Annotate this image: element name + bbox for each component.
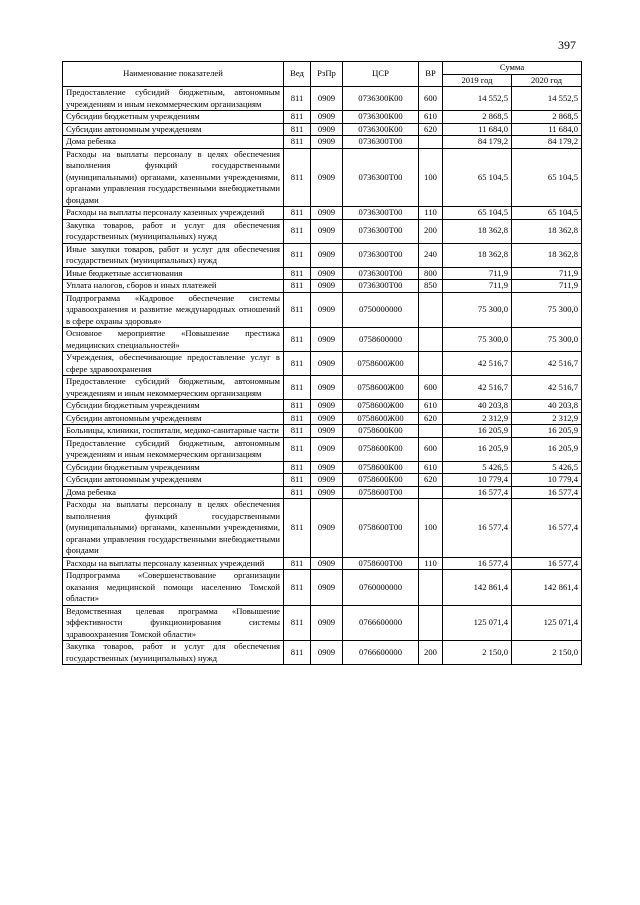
- table-row: [63, 474, 582, 487]
- row-csr-cell: 0736300Т00: [343, 207, 419, 220]
- row-csr-cell: 0736300Т00: [343, 219, 419, 243]
- row-sum-2020-cell: 18 362,8: [512, 219, 582, 243]
- row-sum-2020-cell: 65 104,5: [512, 207, 582, 220]
- row-rzpr-cell: 0909: [311, 412, 343, 425]
- row-rzpr-cell: 0909: [311, 136, 343, 149]
- row-sum-2019-cell: 16 205,9: [443, 425, 512, 438]
- row-ved-cell: 811: [284, 641, 311, 665]
- row-ved-cell: 811: [284, 136, 311, 149]
- row-vr-cell: [419, 605, 443, 641]
- row-sum-2020-cell: 84 179,2: [512, 136, 582, 149]
- table-row: [63, 400, 582, 413]
- table-row: [63, 486, 582, 499]
- row-csr-cell: 0750000000: [343, 292, 419, 328]
- row-name-cell: Расходы на выплаты персоналу в целях обеспечения выполнения функций государственными (муниципальными) органами, казенными учреждениями, органами управления государственными внебюджетными фондами: [63, 499, 284, 558]
- row-sum-2020-cell: 75 300,0: [512, 328, 582, 352]
- row-name-cell: Субсидии автономным учреждениям: [63, 474, 284, 487]
- row-vr-cell: 850: [419, 280, 443, 293]
- table-body: [63, 87, 582, 665]
- row-sum-2020-cell: 16 205,9: [512, 437, 582, 461]
- row-rzpr-cell: 0909: [311, 461, 343, 474]
- row-rzpr-cell: 0909: [311, 243, 343, 267]
- row-ved-cell: 811: [284, 557, 311, 570]
- row-csr-cell: 0736300К00: [343, 87, 419, 111]
- table-row: [63, 280, 582, 293]
- row-sum-2020-cell: 711,9: [512, 280, 582, 293]
- row-rzpr-cell: 0909: [311, 207, 343, 220]
- row-sum-2020-cell: 16 577,4: [512, 499, 582, 558]
- row-csr-cell: 0758600К00: [343, 425, 419, 438]
- table-row: [63, 461, 582, 474]
- row-sum-2020-cell: 11 684,0: [512, 123, 582, 136]
- row-vr-cell: 200: [419, 219, 443, 243]
- row-sum-2020-cell: 16 577,4: [512, 557, 582, 570]
- row-vr-cell: [419, 328, 443, 352]
- row-vr-cell: 600: [419, 376, 443, 400]
- row-sum-2020-cell: 42 516,7: [512, 352, 582, 376]
- table-row: [63, 570, 582, 606]
- row-ved-cell: 811: [284, 412, 311, 425]
- row-name-cell: Закупка товаров, работ и услуг для обеспечения государственных (муниципальных) нужд: [63, 641, 284, 665]
- row-sum-2019-cell: 84 179,2: [443, 136, 512, 149]
- header-year-2020: 2020 год: [512, 74, 582, 87]
- row-sum-2020-cell: 18 362,8: [512, 243, 582, 267]
- row-vr-cell: 100: [419, 148, 443, 207]
- row-ved-cell: 811: [284, 499, 311, 558]
- row-ved-cell: 811: [284, 461, 311, 474]
- row-vr-cell: 620: [419, 474, 443, 487]
- row-csr-cell: 0736300Т00: [343, 148, 419, 207]
- row-rzpr-cell: 0909: [311, 219, 343, 243]
- table-row: [63, 376, 582, 400]
- row-sum-2020-cell: 2 150,0: [512, 641, 582, 665]
- row-rzpr-cell: 0909: [311, 87, 343, 111]
- row-rzpr-cell: 0909: [311, 292, 343, 328]
- table-header: [63, 62, 582, 87]
- row-rzpr-cell: 0909: [311, 148, 343, 207]
- row-rzpr-cell: 0909: [311, 328, 343, 352]
- header-ved: Вед: [284, 62, 311, 87]
- row-sum-2019-cell: 2 312,9: [443, 412, 512, 425]
- row-sum-2020-cell: 2 868,5: [512, 111, 582, 124]
- row-csr-cell: 0758600Т00: [343, 557, 419, 570]
- row-vr-cell: 110: [419, 557, 443, 570]
- header-name: Наименование показателей: [63, 62, 284, 87]
- row-vr-cell: 240: [419, 243, 443, 267]
- row-csr-cell: 0736300Т00: [343, 136, 419, 149]
- row-csr-cell: 0760000000: [343, 570, 419, 606]
- row-vr-cell: 200: [419, 641, 443, 665]
- table-row: [63, 148, 582, 207]
- header-csr: ЦСР: [343, 62, 419, 87]
- row-ved-cell: 811: [284, 243, 311, 267]
- row-sum-2019-cell: 65 104,5: [443, 207, 512, 220]
- row-vr-cell: [419, 136, 443, 149]
- row-csr-cell: 0758600000: [343, 328, 419, 352]
- table-row: [63, 641, 582, 665]
- table-row: [63, 219, 582, 243]
- row-ved-cell: 811: [284, 570, 311, 606]
- row-vr-cell: [419, 570, 443, 606]
- row-sum-2020-cell: 5 426,5: [512, 461, 582, 474]
- row-name-cell: Ведомственная целевая программа «Повышение эффективности функционирования системы здравоохранения Томской области»: [63, 605, 284, 641]
- row-name-cell: Подпрограмма «Кадровое обеспечение системы здравоохранения и развитие международных отношений в сфере охраны здоровья»: [63, 292, 284, 328]
- table-row: [63, 123, 582, 136]
- header-vr: ВР: [419, 62, 443, 87]
- table-row: [63, 267, 582, 280]
- row-name-cell: Субсидии бюджетным учреждениям: [63, 461, 284, 474]
- row-sum-2020-cell: 16 205,9: [512, 425, 582, 438]
- row-ved-cell: 811: [284, 474, 311, 487]
- row-csr-cell: 0758600К00: [343, 461, 419, 474]
- row-name-cell: Иные закупки товаров, работ и услуг для обеспечения государственных (муниципальных) нужд: [63, 243, 284, 267]
- row-sum-2019-cell: 16 577,4: [443, 557, 512, 570]
- row-ved-cell: 811: [284, 425, 311, 438]
- row-sum-2019-cell: 18 362,8: [443, 219, 512, 243]
- header-year-2019: 2019 год: [443, 74, 512, 87]
- row-name-cell: Иные бюджетные ассигнования: [63, 267, 284, 280]
- row-ved-cell: 811: [284, 148, 311, 207]
- header-rzpr: РзПр: [311, 62, 343, 87]
- row-ved-cell: 811: [284, 376, 311, 400]
- row-name-cell: Субсидии бюджетным учреждениям: [63, 400, 284, 413]
- row-sum-2019-cell: 16 577,4: [443, 499, 512, 558]
- row-csr-cell: 0736300Т00: [343, 243, 419, 267]
- row-ved-cell: 811: [284, 207, 311, 220]
- row-vr-cell: 800: [419, 267, 443, 280]
- row-vr-cell: [419, 292, 443, 328]
- table-row: [63, 412, 582, 425]
- row-sum-2019-cell: 16 577,4: [443, 486, 512, 499]
- table-row: [63, 328, 582, 352]
- row-csr-cell: 0758600Т00: [343, 499, 419, 558]
- row-sum-2020-cell: 42 516,7: [512, 376, 582, 400]
- row-sum-2020-cell: 2 312,9: [512, 412, 582, 425]
- row-name-cell: Субсидии автономным учреждениям: [63, 123, 284, 136]
- row-name-cell: Расходы на выплаты персоналу в целях обеспечения выполнения функций государственными (муниципальными) органами, казенными учреждениями, органами управления государственными внебюджетными фондами: [63, 148, 284, 207]
- table-row: [63, 437, 582, 461]
- row-ved-cell: 811: [284, 87, 311, 111]
- row-sum-2020-cell: 16 577,4: [512, 486, 582, 499]
- row-ved-cell: 811: [284, 486, 311, 499]
- row-name-cell: Субсидии автономным учреждениям: [63, 412, 284, 425]
- row-name-cell: Дома ребенка: [63, 136, 284, 149]
- row-name-cell: Дома ребенка: [63, 486, 284, 499]
- table-row: [63, 111, 582, 124]
- row-csr-cell: 0766600000: [343, 605, 419, 641]
- row-sum-2019-cell: 75 300,0: [443, 292, 512, 328]
- row-rzpr-cell: 0909: [311, 474, 343, 487]
- row-csr-cell: 0736300Т00: [343, 280, 419, 293]
- row-rzpr-cell: 0909: [311, 280, 343, 293]
- row-sum-2019-cell: 10 779,4: [443, 474, 512, 487]
- row-sum-2019-cell: 42 516,7: [443, 376, 512, 400]
- table-row: [63, 605, 582, 641]
- row-sum-2019-cell: 40 203,8: [443, 400, 512, 413]
- row-vr-cell: [419, 486, 443, 499]
- row-name-cell: Субсидии бюджетным учреждениям: [63, 111, 284, 124]
- row-ved-cell: 811: [284, 352, 311, 376]
- row-csr-cell: 0736300К00: [343, 111, 419, 124]
- row-vr-cell: [419, 352, 443, 376]
- row-sum-2019-cell: 2 868,5: [443, 111, 512, 124]
- row-csr-cell: 0736300К00: [343, 123, 419, 136]
- row-rzpr-cell: 0909: [311, 557, 343, 570]
- row-vr-cell: 100: [419, 499, 443, 558]
- row-sum-2020-cell: 65 104,5: [512, 148, 582, 207]
- row-sum-2020-cell: 75 300,0: [512, 292, 582, 328]
- row-sum-2019-cell: 42 516,7: [443, 352, 512, 376]
- row-sum-2019-cell: 711,9: [443, 280, 512, 293]
- row-rzpr-cell: 0909: [311, 376, 343, 400]
- row-csr-cell: 0766600000: [343, 641, 419, 665]
- row-vr-cell: 600: [419, 87, 443, 111]
- row-name-cell: Расходы на выплаты персоналу казенных учреждений: [63, 207, 284, 220]
- row-name-cell: Уплата налогов, сборов и иных платежей: [63, 280, 284, 293]
- row-vr-cell: [419, 425, 443, 438]
- row-sum-2020-cell: 125 071,4: [512, 605, 582, 641]
- row-name-cell: Предоставление субсидий бюджетным, автономным учреждениям и иным некоммерческим организациям: [63, 437, 284, 461]
- page-number: 397: [558, 38, 576, 52]
- row-ved-cell: 811: [284, 280, 311, 293]
- row-rzpr-cell: 0909: [311, 570, 343, 606]
- row-sum-2019-cell: 2 150,0: [443, 641, 512, 665]
- row-csr-cell: 0736300Т00: [343, 267, 419, 280]
- row-csr-cell: 0758600Т00: [343, 486, 419, 499]
- row-sum-2019-cell: 711,9: [443, 267, 512, 280]
- row-rzpr-cell: 0909: [311, 437, 343, 461]
- row-rzpr-cell: 0909: [311, 267, 343, 280]
- row-csr-cell: 0758600К00: [343, 474, 419, 487]
- row-name-cell: Подпрограмма «Совершенствование организации оказания медицинской помощи населению Томской области»: [63, 570, 284, 606]
- row-vr-cell: 610: [419, 111, 443, 124]
- row-ved-cell: 811: [284, 605, 311, 641]
- row-sum-2020-cell: 142 861,4: [512, 570, 582, 606]
- budget-table: [62, 61, 582, 665]
- row-sum-2019-cell: 18 362,8: [443, 243, 512, 267]
- row-ved-cell: 811: [284, 219, 311, 243]
- table-row: [63, 425, 582, 438]
- row-csr-cell: 0758600Ж00: [343, 412, 419, 425]
- row-name-cell: Предоставление субсидий бюджетным, автономным учреждениям и иным некоммерческим организациям: [63, 376, 284, 400]
- row-rzpr-cell: 0909: [311, 605, 343, 641]
- row-vr-cell: 610: [419, 461, 443, 474]
- row-rzpr-cell: 0909: [311, 486, 343, 499]
- row-sum-2020-cell: 14 552,5: [512, 87, 582, 111]
- table-row: [63, 499, 582, 558]
- row-sum-2020-cell: 711,9: [512, 267, 582, 280]
- table-row: [63, 352, 582, 376]
- row-rzpr-cell: 0909: [311, 123, 343, 136]
- row-rzpr-cell: 0909: [311, 111, 343, 124]
- row-ved-cell: 811: [284, 123, 311, 136]
- row-ved-cell: 811: [284, 111, 311, 124]
- row-sum-2019-cell: 11 684,0: [443, 123, 512, 136]
- row-name-cell: Предоставление субсидий бюджетным, автономным учреждениям и иным некоммерческим организациям: [63, 87, 284, 111]
- row-sum-2020-cell: 10 779,4: [512, 474, 582, 487]
- row-sum-2019-cell: 75 300,0: [443, 328, 512, 352]
- row-sum-2019-cell: 142 861,4: [443, 570, 512, 606]
- row-sum-2019-cell: 125 071,4: [443, 605, 512, 641]
- row-name-cell: Основное мероприятие «Повышение престижа медицинских специальностей»: [63, 328, 284, 352]
- row-ved-cell: 811: [284, 292, 311, 328]
- row-csr-cell: 0758600К00: [343, 437, 419, 461]
- table-row: [63, 243, 582, 267]
- row-rzpr-cell: 0909: [311, 400, 343, 413]
- row-sum-2019-cell: 5 426,5: [443, 461, 512, 474]
- row-vr-cell: 620: [419, 123, 443, 136]
- row-ved-cell: 811: [284, 400, 311, 413]
- row-name-cell: Учреждения, обеспечивающие предоставление услуг в сфере здравоохранения: [63, 352, 284, 376]
- row-ved-cell: 811: [284, 437, 311, 461]
- row-vr-cell: 110: [419, 207, 443, 220]
- row-rzpr-cell: 0909: [311, 352, 343, 376]
- header-sum: Сумма: [443, 62, 582, 75]
- row-name-cell: Расходы на выплаты персоналу казенных учреждений: [63, 557, 284, 570]
- row-rzpr-cell: 0909: [311, 641, 343, 665]
- table-row: [63, 87, 582, 111]
- row-csr-cell: 0758600Ж00: [343, 376, 419, 400]
- row-csr-cell: 0758600Ж00: [343, 400, 419, 413]
- row-sum-2019-cell: 14 552,5: [443, 87, 512, 111]
- table-row: [63, 557, 582, 570]
- row-vr-cell: 610: [419, 400, 443, 413]
- row-vr-cell: 620: [419, 412, 443, 425]
- row-ved-cell: 811: [284, 267, 311, 280]
- table-row: [63, 136, 582, 149]
- row-vr-cell: 600: [419, 437, 443, 461]
- row-sum-2020-cell: 40 203,8: [512, 400, 582, 413]
- row-name-cell: Закупка товаров, работ и услуг для обеспечения государственных (муниципальных) нужд: [63, 219, 284, 243]
- table-row: [63, 292, 582, 328]
- row-rzpr-cell: 0909: [311, 499, 343, 558]
- row-name-cell: Больницы, клиники, госпитали, медико-санитарные части: [63, 425, 284, 438]
- row-sum-2019-cell: 65 104,5: [443, 148, 512, 207]
- row-sum-2019-cell: 16 205,9: [443, 437, 512, 461]
- row-rzpr-cell: 0909: [311, 425, 343, 438]
- table-row: [63, 207, 582, 220]
- row-ved-cell: 811: [284, 328, 311, 352]
- row-csr-cell: 0758600Ж00: [343, 352, 419, 376]
